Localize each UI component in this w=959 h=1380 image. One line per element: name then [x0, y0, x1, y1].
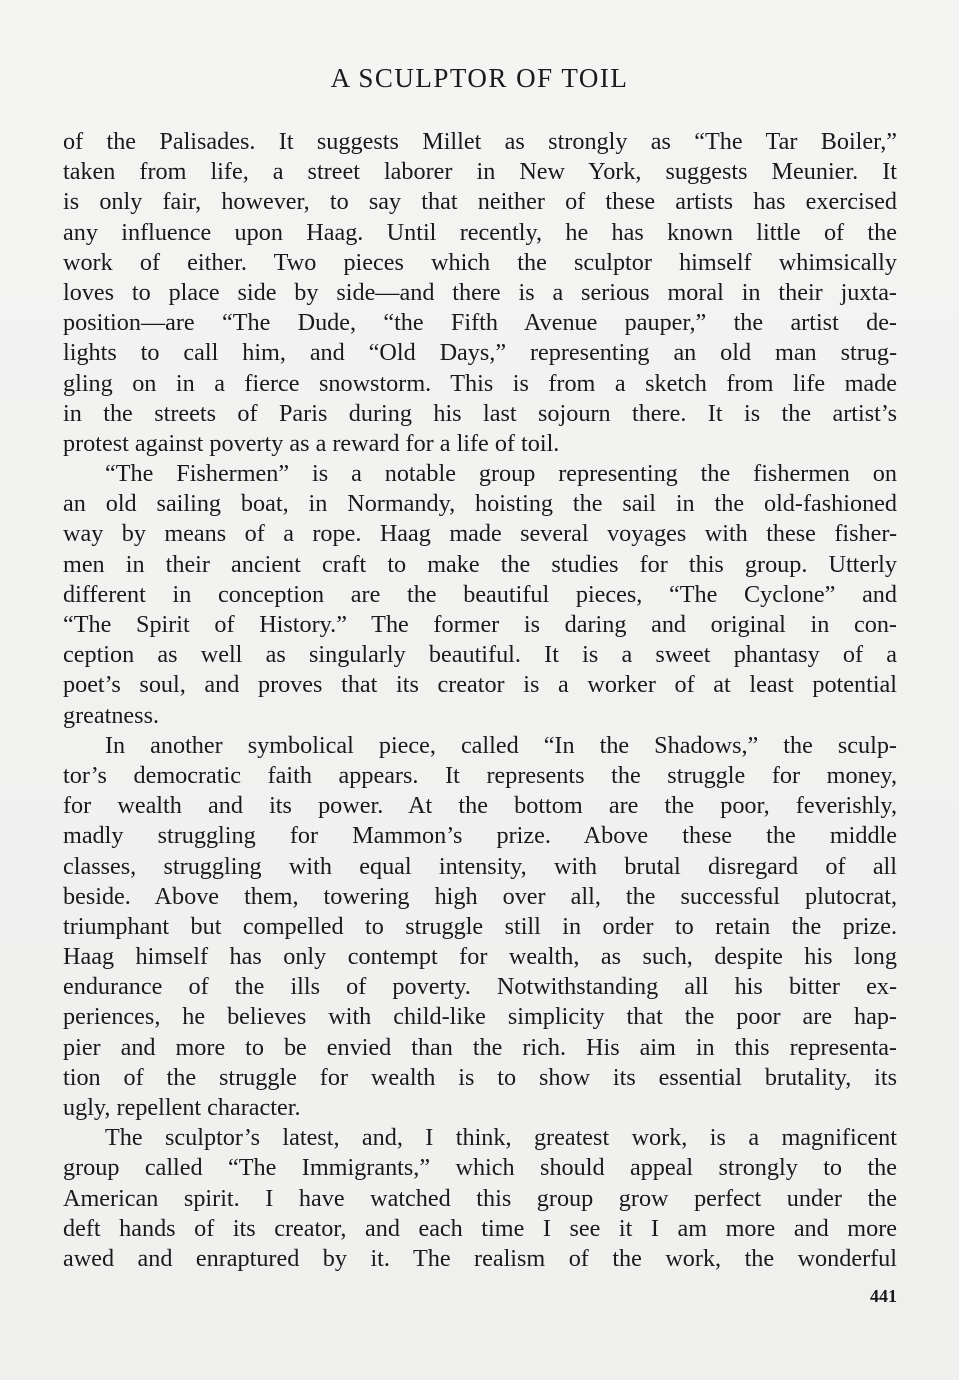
text-line: endurance of the ills of poverty. Notwithstanding all his bitter ex-	[63, 973, 897, 1001]
text-line: beside. Above them, towering high over all, the successful plutocrat,	[63, 882, 897, 910]
text-line: periences, he believes with child-like simplicity that the poor are hap-	[63, 1003, 897, 1031]
text-line: madly struggling for Mammon’s prize. Above these the middle	[63, 822, 897, 850]
text-line: in the streets of Paris during his last sojourn there. It is the artist’s	[63, 399, 897, 427]
page-number: 441	[870, 1286, 897, 1306]
text-line: classes, struggling with equal intensity, with brutal disregard of all	[63, 852, 897, 880]
text-line: position—are “The Dude, “the Fifth Avenue pauper,” the artist de-	[63, 309, 897, 337]
text-line: greatness.	[63, 701, 160, 729]
text-line: of the Palisades. It suggests Millet as strongly as “The Tar Boiler,”	[63, 128, 897, 155]
text-line: triumphant but compelled to struggle still in order to retain the prize.	[63, 912, 897, 940]
text-line: different in conception are the beautiful pieces, “The Cyclone” and	[63, 580, 897, 608]
text-line: ception as well as singularly beautiful. It is a sweet phantasy of a	[63, 641, 897, 669]
text-line: way by means of a rope. Haag made several voyages with these fisher-	[63, 520, 897, 548]
text-line: is only fair, however, to say that neither of these artists has exercised	[63, 188, 897, 216]
running-head: A SCULPTOR OF TOIL	[330, 63, 629, 93]
text-line: work of either. Two pieces which the sculptor himself whimsically	[63, 248, 897, 276]
body-text	[63, 127, 897, 1274]
text-line: lights to call him, and “Old Days,” representing an old man strug-	[63, 339, 897, 367]
text-line: any influence upon Haag. Until recently, he has known little of the	[63, 218, 897, 246]
text-line: American spirit. I have watched this group grow perfect under the	[63, 1184, 897, 1212]
text-line: poet’s soul, and proves that its creator is a worker of at least potential	[63, 671, 897, 699]
text-line: In another symbolical piece, called “In the Shadows,” the sculp-	[105, 731, 897, 759]
text-line: “The Fishermen” is a notable group representing the fishermen on	[105, 460, 897, 488]
text-line: for wealth and its power. At the bottom are the poor, feverishly,	[63, 792, 897, 820]
text-line: gling on in a fierce snowstorm. This is from a sketch from life made	[63, 369, 897, 397]
text-line: The sculptor’s latest, and, I think, greatest work, is a magnificent	[105, 1124, 897, 1152]
text-line: tor’s democratic faith appears. It represents the struggle for money,	[63, 761, 897, 789]
text-line: loves to place side by side—and there is a serious moral in their juxta-	[63, 278, 897, 306]
text-line: group called “The Immigrants,” which should appeal strongly to the	[63, 1154, 897, 1182]
text-line: protest against poverty as a reward for a life of toil.	[63, 429, 560, 457]
text-line: taken from life, a street laborer in New York, suggests Meunier. It	[63, 158, 897, 186]
text-line: awed and enraptured by it. The realism of the work, the wonderful	[63, 1244, 897, 1272]
text-line: deft hands of its creator, and each time I see it I am more and more	[63, 1214, 897, 1242]
text-line: Haag himself has only contempt for wealth, as such, despite his long	[63, 943, 897, 971]
text-line: tion of the struggle for wealth is to show its essential brutality, its	[63, 1063, 897, 1091]
text-line: “The Spirit of History.” The former is daring and original in con-	[63, 611, 897, 638]
text-line: pier and more to be envied than the rich. His aim in this representa-	[63, 1033, 897, 1061]
text-line: an old sailing boat, in Normandy, hoisting the sail in the old-fashioned	[63, 490, 897, 518]
text-line: men in their ancient craft to make the studies for this group. Utterly	[63, 550, 897, 578]
text-line: ugly, repellent character.	[63, 1094, 301, 1121]
